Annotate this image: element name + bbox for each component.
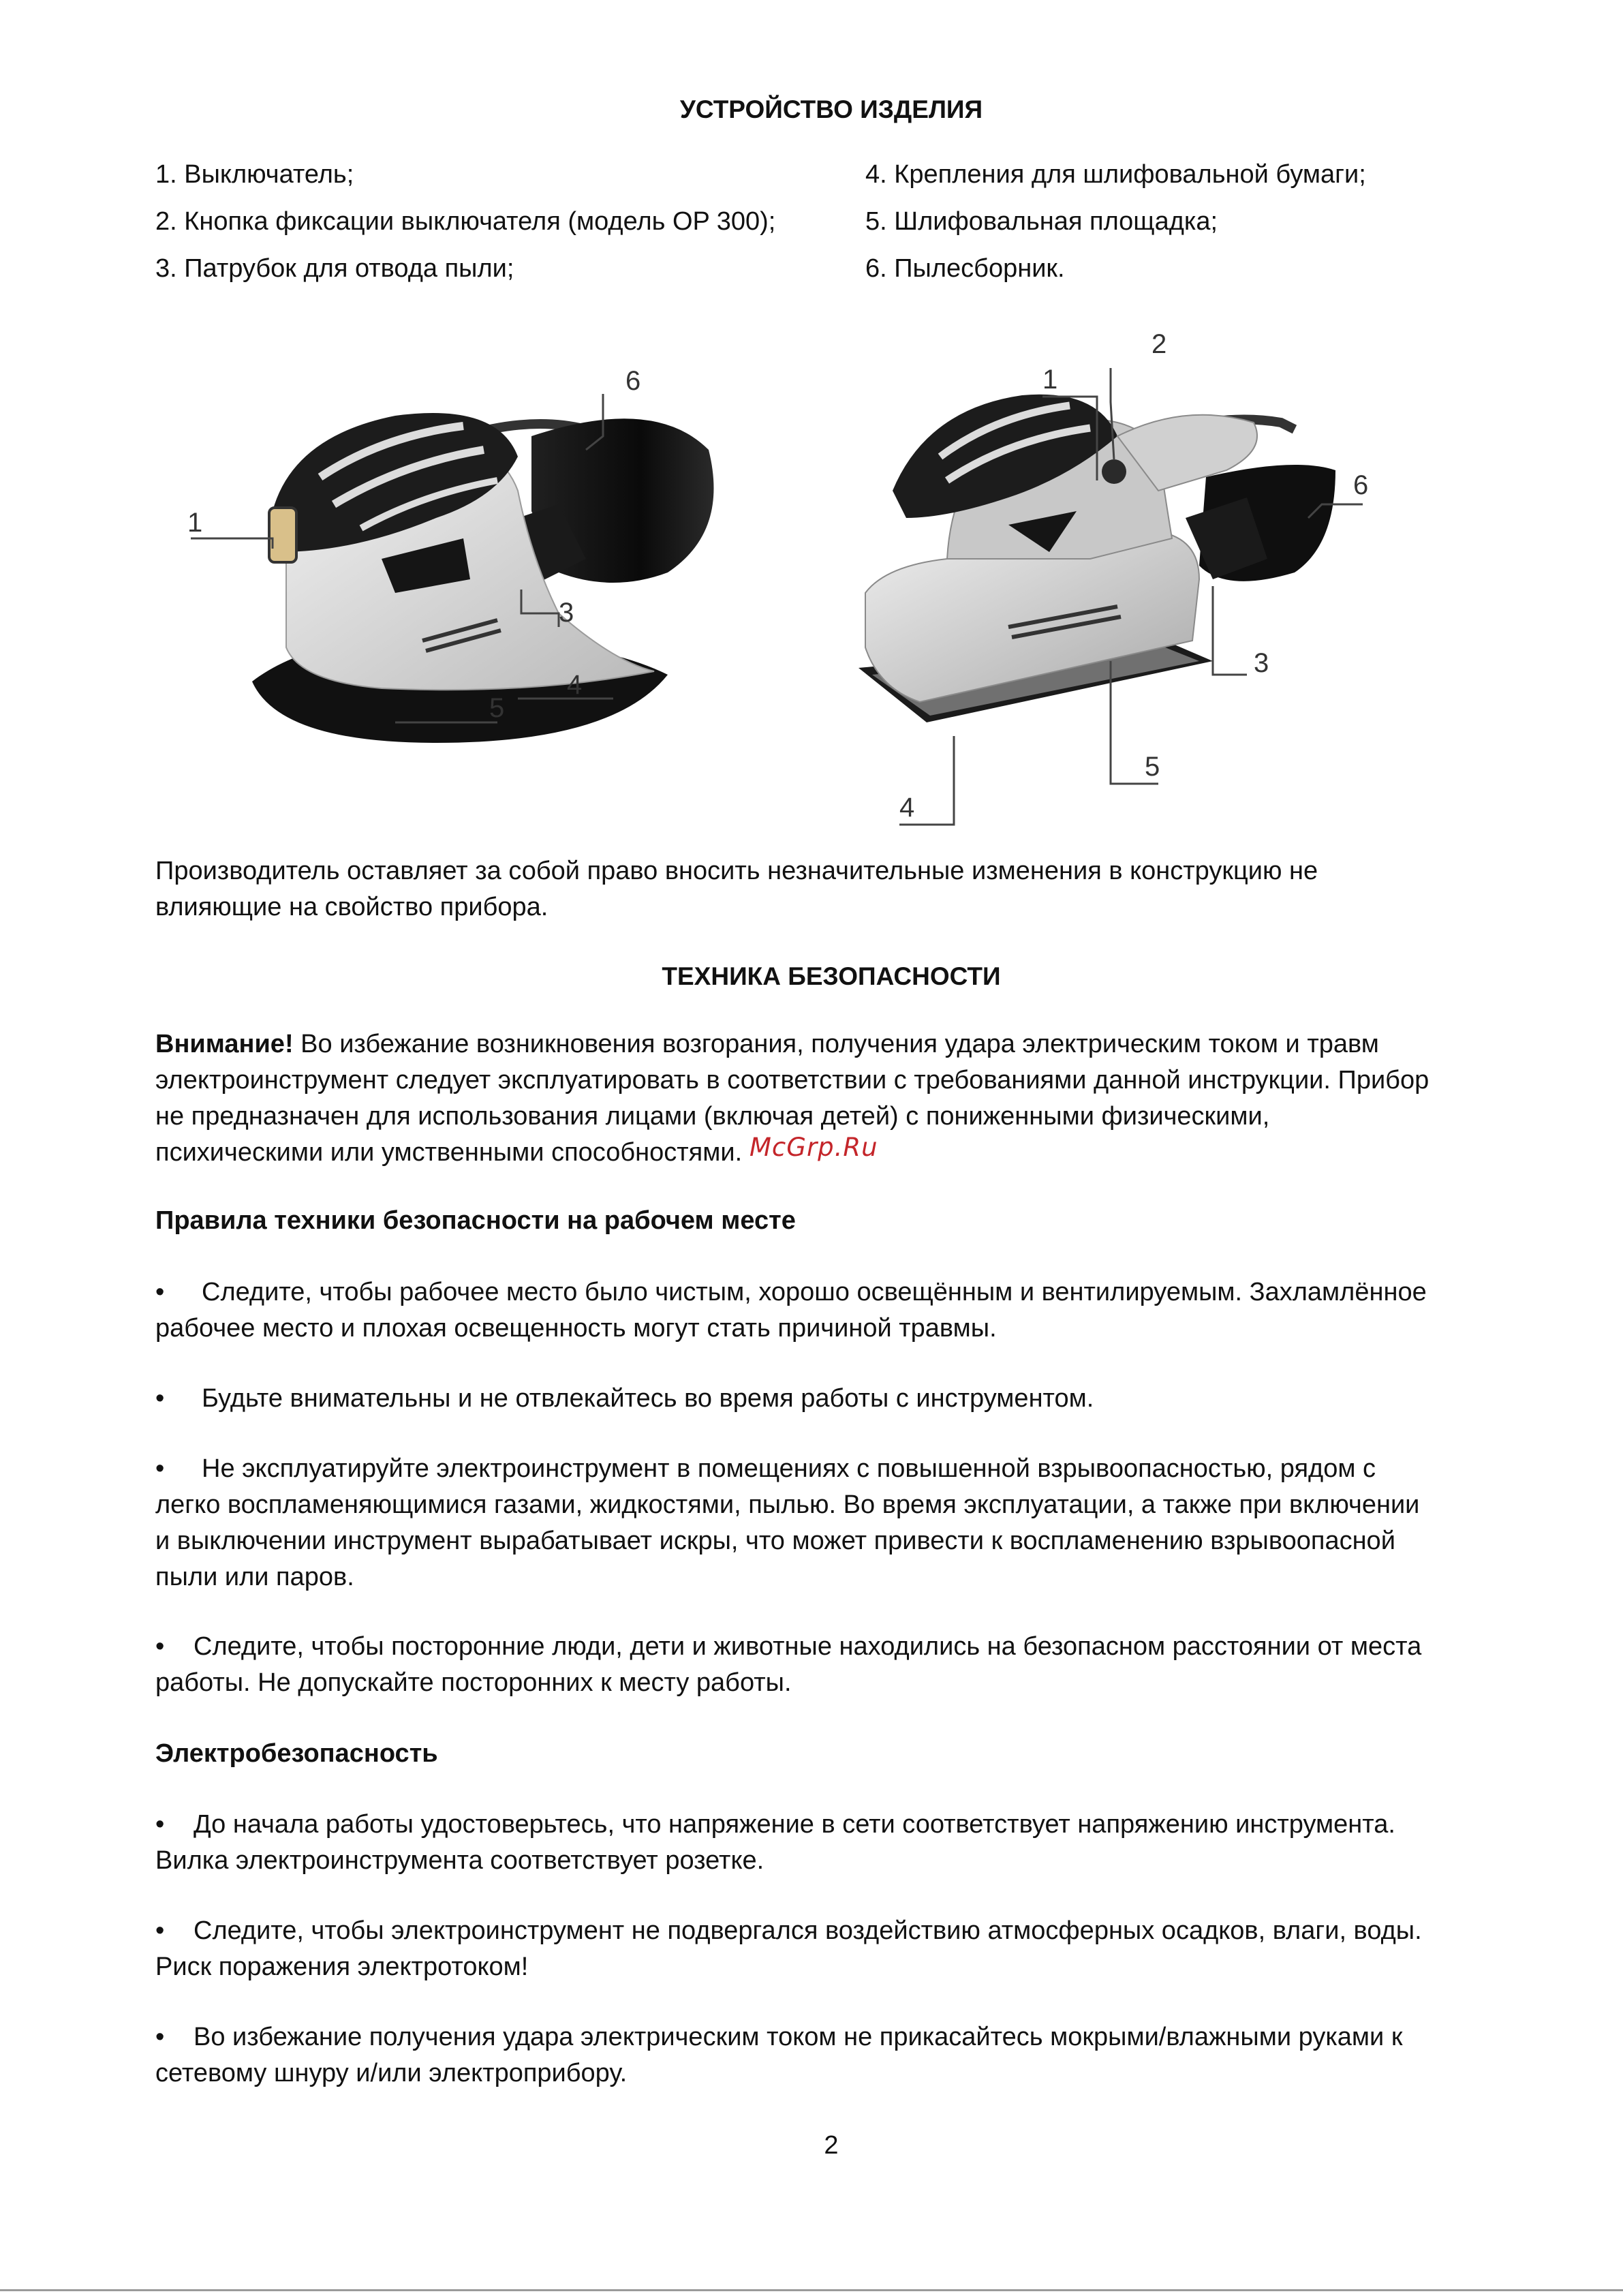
text-line: работы. Не допускайте посторонних к месту работы. — [155, 1668, 792, 1697]
part-item: 5. Шлифовальная площадка; — [865, 207, 1218, 236]
text-line: Во избежание получения удара электрическим током не прикасайтесь мокрыми/влажными руками к — [194, 2023, 1403, 2051]
section-title-safety: ТЕХНИКА БЕЗОПАСНОСТИ — [662, 962, 1001, 990]
text-line: Следите, чтобы рабочее место было чистым, хорошо освещённым и вентилируемым. Захламлённое — [202, 1278, 1427, 1306]
text-line: психическими или умственными способностями. — [155, 1138, 743, 1167]
text-line: Следите, чтобы электроинструмент не подвергался воздействию атмосферных осадков, влаги, воды. — [194, 1916, 1422, 1945]
bullet-item — [155, 1274, 1518, 1347]
page-number: 2 — [824, 2131, 839, 2160]
text-line: сетевому шнуру и/или электроприбору. — [155, 2059, 628, 2087]
callout-label: 6 — [625, 366, 641, 396]
part-item: 3. Патрубок для отвода пыли; — [155, 254, 514, 283]
callout-label: 6 — [1353, 470, 1369, 500]
text-line: пыли или паров. — [155, 1563, 354, 1591]
bullet-icon: • — [155, 1384, 165, 1413]
part-item: 6. Пылесборник. — [865, 254, 1065, 283]
bullet-item — [155, 1629, 1518, 1701]
text-line: рабочее место и плохая освещенность могут стать причиной травмы. — [155, 1314, 997, 1343]
text-line: Не эксплуатируйте электроинструмент в помещениях с повышенной взрывоопасностью, рядом с — [202, 1454, 1376, 1483]
callout-label: 4 — [899, 793, 915, 823]
warning-label: Внимание! — [155, 1030, 294, 1058]
bullet-icon: • — [155, 1916, 165, 1945]
text-line: Следите, чтобы посторонние люди, дети и животные находились на безопасном расстоянии от места — [194, 1632, 1422, 1661]
lock-button — [1102, 459, 1126, 484]
subheading-workplace: Правила техники безопасности на рабочем месте — [155, 1206, 796, 1235]
bullet-item — [155, 1913, 1518, 1985]
text-line: влияющие на свойство прибора. — [155, 893, 548, 921]
bullet-item — [155, 1381, 1518, 1417]
bullet-icon: • — [155, 2023, 165, 2051]
callout-label: 3 — [1254, 648, 1269, 678]
text-line: Вилка электроинструмента соответствует розетке. — [155, 1846, 764, 1875]
part-item: 4. Крепления для шлифовальной бумаги; — [865, 160, 1366, 189]
text-line: Будьте внимательны и не отвлекайтесь во время работы с инструментом. — [202, 1384, 1094, 1413]
bullet-icon: • — [155, 1278, 165, 1306]
callout-label: 1 — [1042, 365, 1058, 395]
part-item: 2. Кнопка фиксации выключателя (модель OP 300); — [155, 207, 776, 236]
bullet-icon: • — [155, 1454, 165, 1483]
text-line: До начала работы удостоверьтесь, что напряжение в сети соответствует напряжению инструмента. — [194, 1810, 1395, 1839]
callout-label: 2 — [1151, 329, 1167, 359]
text-line: легко воспламеняющимися газами, жидкостями, пылью. Во время эксплуатации, а также при включении — [155, 1490, 1420, 1519]
text-line: и выключении инструмент вырабатывает искры, что может привести к воспламенению взрывоопасной — [155, 1527, 1395, 1555]
text-line: не предназначен для использования лицами (включая детей) с пониженными физическими, — [155, 1102, 1270, 1131]
parts-list-right — [865, 161, 1366, 302]
figure-delta-sander — [177, 354, 736, 763]
parts-list-left — [155, 161, 775, 302]
subheading-electric: Электробезопасность — [155, 1739, 438, 1768]
part-item: 1. Выключатель; — [155, 160, 354, 189]
bullet-icon: • — [155, 1810, 165, 1839]
text-line: Во избежание возникновения возгорания, получения удара электрическим током и травм — [293, 1030, 1379, 1058]
bullet-item — [155, 1451, 1518, 1595]
page-bottom-edge — [0, 2289, 1623, 2291]
text-line: электроинструмент следует эксплуатировать в соответствии с требованиями данной инструкции. Прибор — [155, 1066, 1429, 1095]
disclaimer-paragraph — [155, 853, 1518, 925]
bullet-icon: • — [155, 1632, 165, 1661]
bullet-item — [155, 2019, 1518, 2092]
bullet-item — [155, 1807, 1518, 1879]
callout-label: 5 — [489, 693, 505, 723]
callout-label: 3 — [559, 598, 574, 628]
figure-orbital-sander — [845, 320, 1458, 838]
callout-label: 5 — [1145, 752, 1160, 782]
watermark: McGrp.Ru — [749, 1133, 878, 1162]
section-title-device: УСТРОЙСТВО ИЗДЕЛИЯ — [679, 95, 983, 123]
text-line: Риск поражения электротоком! — [155, 1953, 529, 1981]
callout-label: 4 — [567, 670, 583, 700]
text-line: Производитель оставляет за собой право вносить незначительные изменения в конструкцию не — [155, 857, 1318, 885]
callout-label: 1 — [187, 508, 203, 538]
power-switch — [269, 508, 296, 562]
